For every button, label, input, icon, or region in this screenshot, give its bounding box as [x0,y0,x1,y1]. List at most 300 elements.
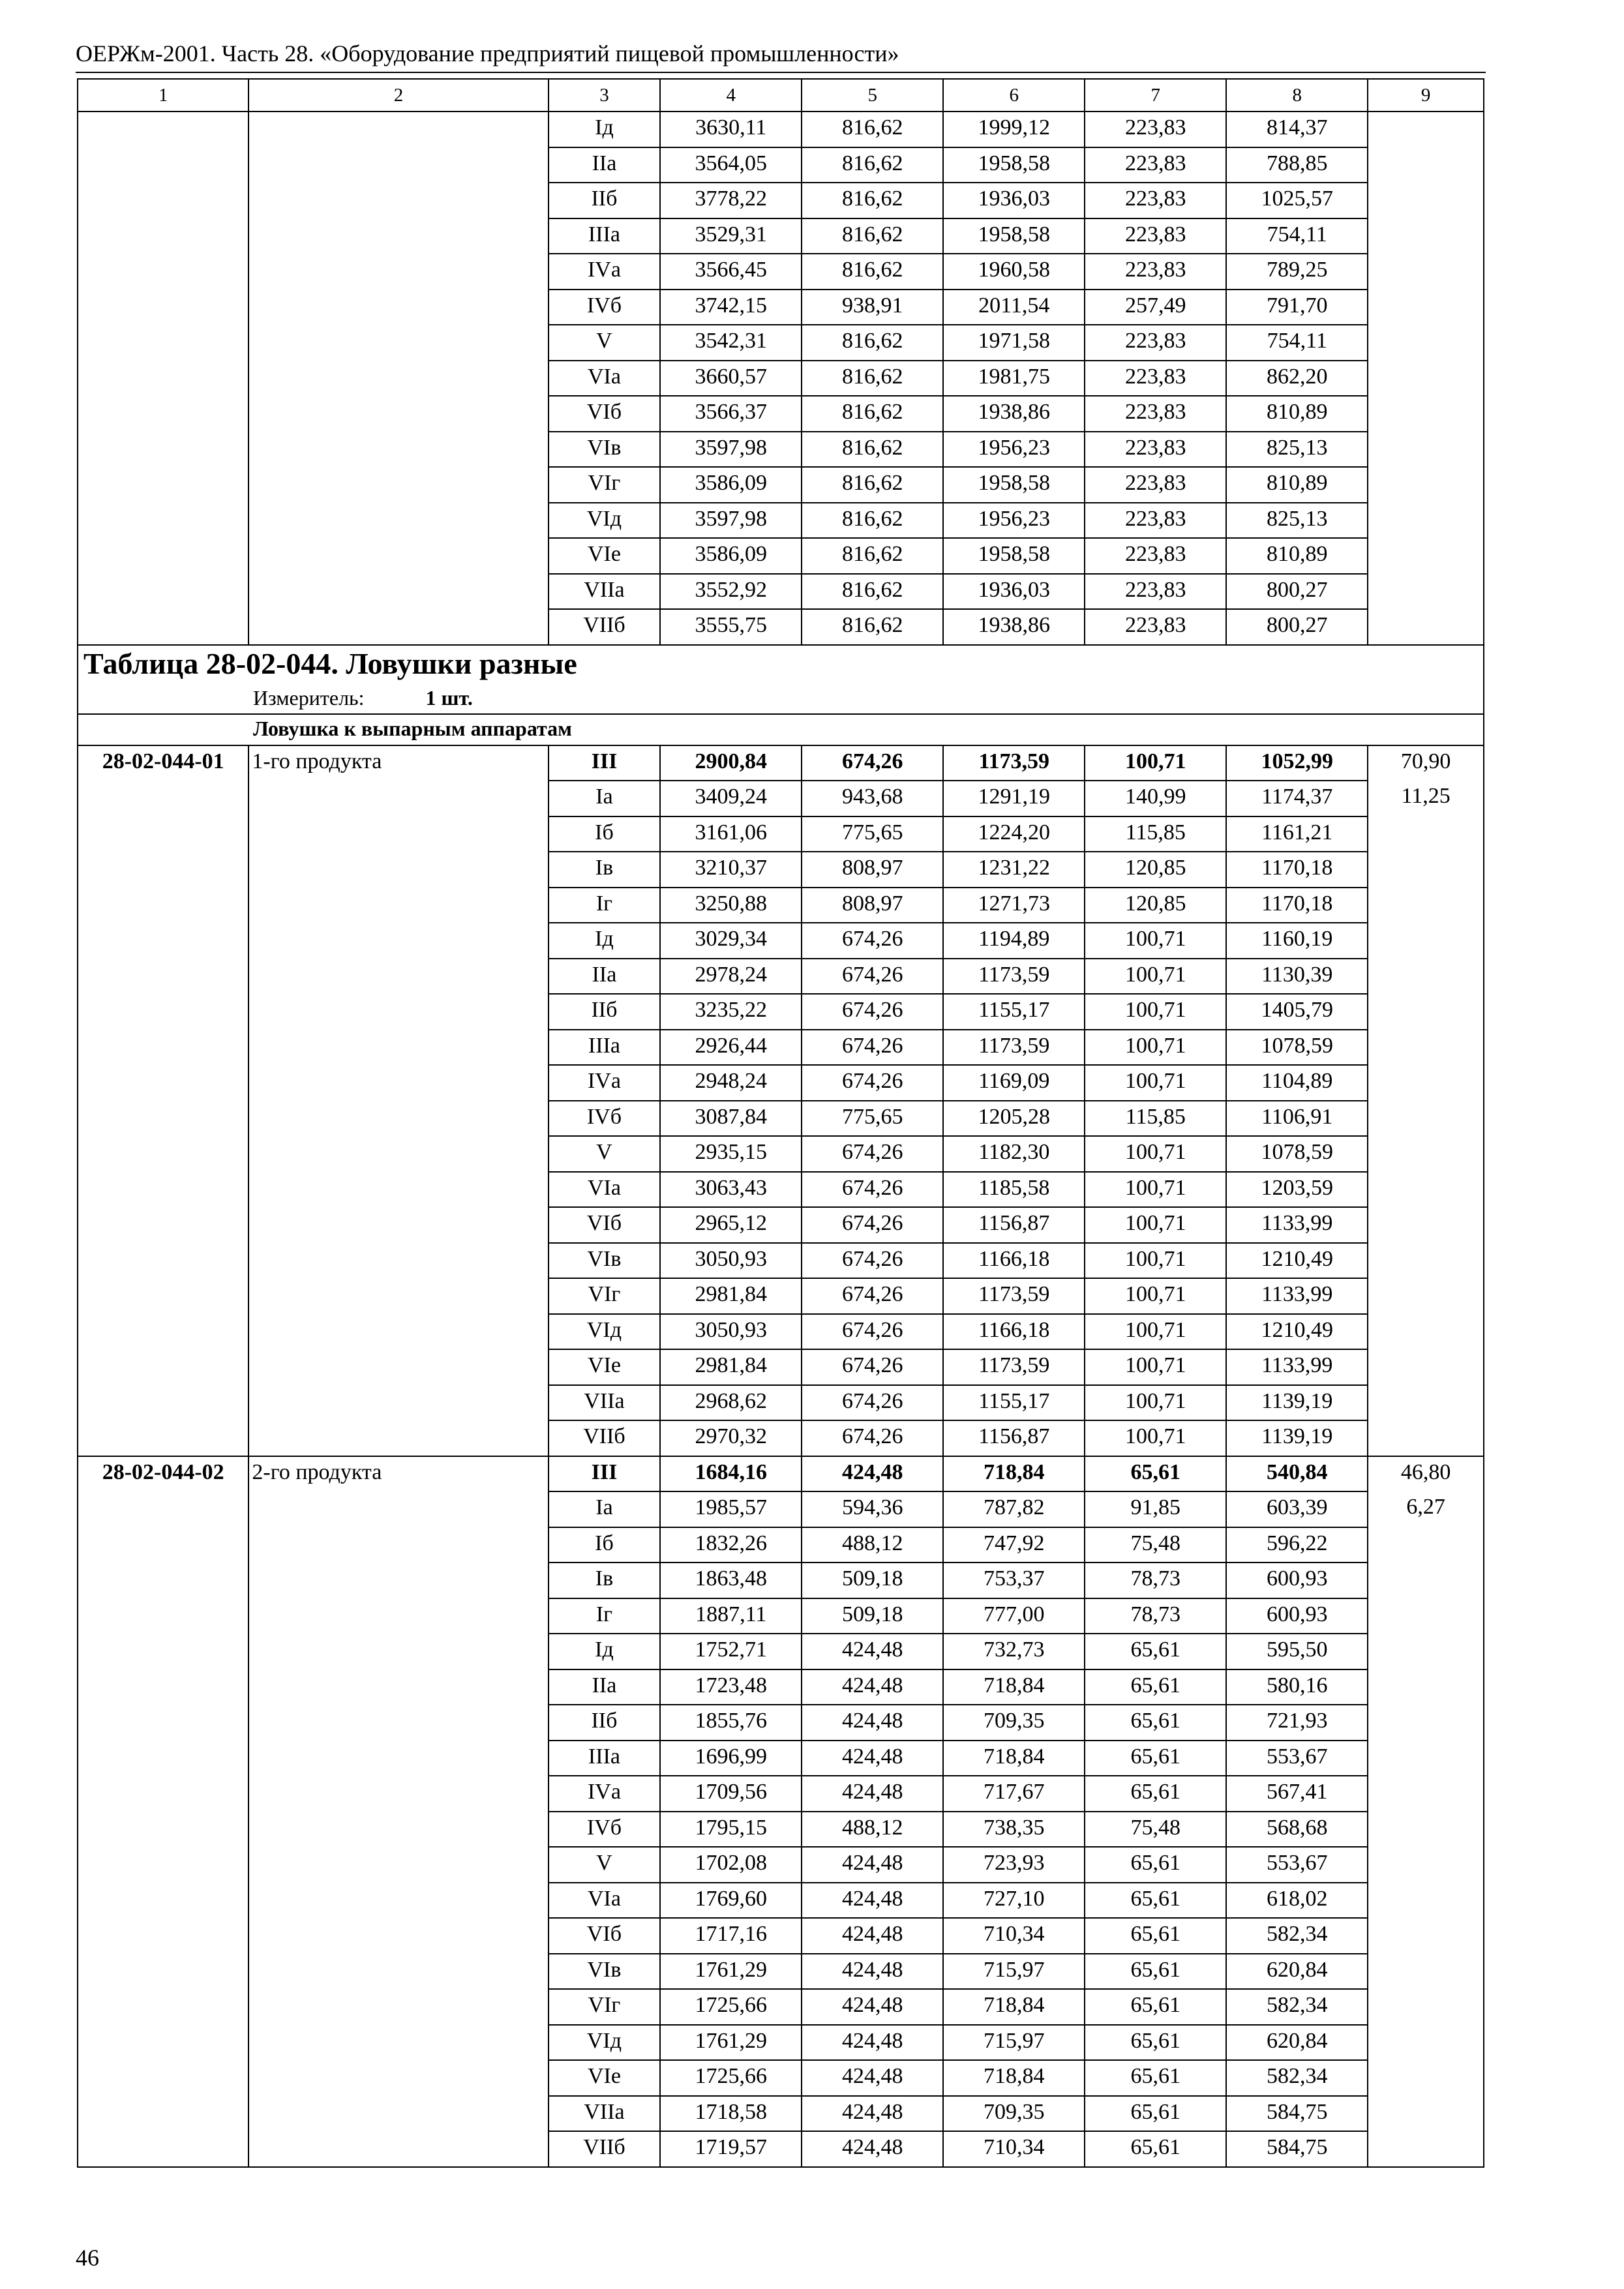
code-cell [78,1989,248,2025]
value-cell: 1156,87 [943,1420,1085,1456]
table-row [78,1243,1484,1279]
name-cell [248,1989,548,2025]
zone-cell: VIа [549,1172,661,1208]
rates-table [77,78,1484,2168]
value-cell: 603,39 [1226,1491,1368,1527]
value-cell: 223,83 [1085,609,1226,645]
name-cell [248,1314,548,1350]
value-cell: 816,62 [802,254,943,290]
value-cell: 1956,23 [943,432,1085,468]
table-row [78,112,1484,147]
table-row [78,1634,1484,1669]
value-cell: 1170,18 [1226,852,1368,888]
zone-cell: VIIб [549,609,661,645]
value-cell: 747,92 [943,1527,1085,1563]
value-cell: 488,12 [802,1812,943,1848]
value-cell: 723,93 [943,1847,1085,1883]
name-cell: 1-го продукта [248,745,548,781]
value-cell: 1956,23 [943,503,1085,539]
value-cell: 223,83 [1085,361,1226,396]
value-cell: 1203,59 [1226,1172,1368,1208]
value-cell: 424,48 [802,1456,943,1492]
col9-cell [1368,2025,1484,2061]
col9-cell [1368,1136,1484,1172]
value-cell: 1769,60 [660,1883,802,1919]
value-cell: 1752,71 [660,1634,802,1669]
name-cell [248,183,548,218]
column-number: 1 [78,79,248,112]
value-cell: 1718,58 [660,2096,802,2132]
code-cell [78,1634,248,1669]
value-cell: 1173,59 [943,1030,1085,1066]
value-cell: 1104,89 [1226,1065,1368,1101]
meter-cell [78,685,1484,714]
value-cell: 3597,98 [660,503,802,539]
value-cell: 424,48 [802,1989,943,2025]
value-cell: 115,85 [1085,816,1226,852]
value-cell: 1702,08 [660,1847,802,1883]
value-cell: 2935,15 [660,1136,802,1172]
table-row [78,1172,1484,1208]
zone-cell: VIв [549,432,661,468]
value-cell: 3161,06 [660,816,802,852]
value-cell: 1725,66 [660,1989,802,2025]
column-number: 4 [660,79,802,112]
name-cell [248,1669,548,1705]
value-cell: 65,61 [1085,2096,1226,2132]
table-row [78,1065,1484,1101]
value-cell: 100,71 [1085,1314,1226,1350]
col9-cell [1368,1918,1484,1954]
value-cell: 3552,92 [660,574,802,610]
col9-cell [1368,218,1484,254]
value-cell: 727,10 [943,1883,1085,1919]
table-row [78,1883,1484,1919]
table-row [78,147,1484,183]
zone-cell: IVа [549,254,661,290]
col9-cell [1368,183,1484,218]
value-cell: 1887,11 [660,1598,802,1634]
value-cell: 120,85 [1085,888,1226,923]
value-cell: 424,48 [802,1847,943,1883]
name-cell [248,1243,548,1279]
value-cell: 1139,19 [1226,1385,1368,1421]
value-cell: 3529,31 [660,218,802,254]
zone-cell: Iг [549,888,661,923]
value-cell: 814,37 [1226,112,1368,147]
zone-cell: IVб [549,1812,661,1848]
table-row [78,2060,1484,2096]
table-row [78,1527,1484,1563]
value-cell: 862,20 [1226,361,1368,396]
code-cell [78,1420,248,1456]
col9-cell [1368,1065,1484,1101]
col9-cell: 11,25 [1368,781,1484,816]
value-cell: 816,62 [802,396,943,432]
value-cell: 1173,59 [943,1349,1085,1385]
value-cell: 580,16 [1226,1669,1368,1705]
table-row [78,1669,1484,1705]
value-cell: 424,48 [802,1776,943,1812]
table-row [78,503,1484,539]
value-cell: 674,26 [802,1349,943,1385]
col9-cell [1368,2096,1484,2132]
name-cell [248,609,548,645]
value-cell: 2926,44 [660,1030,802,1066]
value-cell: 1938,86 [943,609,1085,645]
name-cell [248,781,548,816]
code-cell [78,1812,248,1848]
code-cell [78,1563,248,1598]
name-cell [248,1065,548,1101]
col9-cell [1368,1420,1484,1456]
name-cell [248,1491,548,1527]
value-cell: 800,27 [1226,574,1368,610]
value-cell: 3566,37 [660,396,802,432]
name-cell [248,112,548,147]
value-cell: 618,02 [1226,1883,1368,1919]
table-row [78,1349,1484,1385]
value-cell: 1139,19 [1226,1420,1368,1456]
code-cell [78,1918,248,1954]
table-row [78,1705,1484,1741]
value-cell: 718,84 [943,1456,1085,1492]
code-cell: 28-02-044-01 [78,745,248,781]
value-cell: 789,25 [1226,254,1368,290]
value-cell: 65,61 [1085,1989,1226,2025]
value-cell: 1205,28 [943,1101,1085,1137]
value-cell: 3597,98 [660,432,802,468]
value-cell: 3050,93 [660,1314,802,1350]
zone-cell: VIд [549,1314,661,1350]
value-cell: 1224,20 [943,816,1085,852]
value-cell: 223,83 [1085,432,1226,468]
zone-cell: III [549,745,661,781]
value-cell: 3564,05 [660,147,802,183]
col9-cell [1368,290,1484,325]
value-cell: 3029,34 [660,923,802,959]
value-cell: 540,84 [1226,1456,1368,1492]
value-cell: 100,71 [1085,1385,1226,1421]
code-cell [78,994,248,1030]
table-row [78,1847,1484,1883]
value-cell: 718,84 [943,1989,1085,2025]
value-cell: 1185,58 [943,1172,1085,1208]
name-cell [248,218,548,254]
table-row [78,254,1484,290]
zone-cell: Iа [549,781,661,816]
zone-cell: V [549,1847,661,1883]
value-cell: 65,61 [1085,1883,1226,1919]
table-row [78,888,1484,923]
value-cell: 1696,99 [660,1741,802,1776]
name-cell [248,1207,548,1243]
col9-cell [1368,852,1484,888]
value-cell: 674,26 [802,1420,943,1456]
value-cell: 1936,03 [943,574,1085,610]
value-cell: 424,48 [802,2096,943,2132]
table-row [78,1812,1484,1848]
value-cell: 775,65 [802,816,943,852]
table-row [78,325,1484,361]
table-row [78,2025,1484,2061]
value-cell: 1160,19 [1226,923,1368,959]
value-cell: 223,83 [1085,218,1226,254]
code-cell [78,1527,248,1563]
value-cell: 100,71 [1085,1243,1226,1279]
column-number: 9 [1368,79,1484,112]
table-row [78,1314,1484,1350]
value-cell: 2011,54 [943,290,1085,325]
value-cell: 1795,15 [660,1812,802,1848]
name-cell [248,1954,548,1990]
col9-cell [1368,1847,1484,1883]
value-cell: 424,48 [802,1954,943,1990]
value-cell: 816,62 [802,325,943,361]
value-cell: 1684,16 [660,1456,802,1492]
header-rule [76,72,1486,73]
code-cell [78,1136,248,1172]
column-number: 3 [549,79,661,112]
value-cell: 65,61 [1085,1954,1226,1990]
value-cell: 100,71 [1085,1030,1226,1066]
zone-cell: VIд [549,503,661,539]
value-cell: 115,85 [1085,1101,1226,1137]
column-number: 2 [248,79,548,112]
col9-cell [1368,1883,1484,1919]
value-cell: 1025,57 [1226,183,1368,218]
value-cell: 488,12 [802,1527,943,1563]
col9-cell [1368,1812,1484,1848]
name-cell [248,1918,548,1954]
zone-cell: VIIб [549,2131,661,2167]
col9-cell: 6,27 [1368,1491,1484,1527]
page-header-title: ОЕРЖм-2001. Часть 28. «Оборудование предприятий пищевой промышленности» [76,40,899,67]
table-row [78,2096,1484,2132]
zone-cell: Iг [549,1598,661,1634]
name-cell [248,2131,548,2167]
value-cell: 753,37 [943,1563,1085,1598]
value-cell: 1981,75 [943,361,1085,396]
value-cell: 754,11 [1226,218,1368,254]
col9-cell [1368,467,1484,503]
col9-cell [1368,1634,1484,1669]
col9-cell: 46,80 [1368,1456,1484,1492]
value-cell: 120,85 [1085,852,1226,888]
code-cell [78,147,248,183]
value-cell: 1723,48 [660,1669,802,1705]
value-cell: 223,83 [1085,538,1226,574]
value-cell: 65,61 [1085,1705,1226,1741]
value-cell: 709,35 [943,1705,1085,1741]
code-cell [78,218,248,254]
value-cell: 65,61 [1085,1669,1226,1705]
value-cell: 1210,49 [1226,1314,1368,1350]
name-cell [248,1030,548,1066]
value-cell: 825,13 [1226,503,1368,539]
name-cell [248,816,548,852]
zone-cell: VIе [549,1349,661,1385]
code-cell [78,959,248,995]
name-cell [248,1136,548,1172]
code-cell [78,1030,248,1066]
code-cell [78,1314,248,1350]
value-cell: 816,62 [802,538,943,574]
value-cell: 1078,59 [1226,1136,1368,1172]
col9-cell [1368,888,1484,923]
value-cell: 223,83 [1085,503,1226,539]
name-cell [248,574,548,610]
code-cell [78,1598,248,1634]
value-cell: 424,48 [802,2060,943,2096]
value-cell: 3087,84 [660,1101,802,1137]
zone-cell: VIе [549,538,661,574]
col9-cell [1368,254,1484,290]
value-cell: 3630,11 [660,112,802,147]
zone-cell: VIг [549,1989,661,2025]
value-cell: 1709,56 [660,1776,802,1812]
zone-cell: IIIа [549,1741,661,1776]
col9-cell [1368,325,1484,361]
value-cell: 100,71 [1085,1172,1226,1208]
value-cell: 1133,99 [1226,1349,1368,1385]
table-row [78,467,1484,503]
value-cell: 100,71 [1085,1420,1226,1456]
value-cell: 709,35 [943,2096,1085,2132]
value-cell: 223,83 [1085,396,1226,432]
zone-cell: VIв [549,1243,661,1279]
zone-cell: VIб [549,1918,661,1954]
code-cell [78,1065,248,1101]
table-row [78,1954,1484,1990]
table-row [78,1278,1484,1314]
zone-cell: IVа [549,1065,661,1101]
value-cell: 223,83 [1085,254,1226,290]
name-cell [248,1527,548,1563]
col9-cell [1368,1776,1484,1812]
name-cell: 2-го продукта [248,1456,548,1492]
value-cell: 600,93 [1226,1598,1368,1634]
zone-cell: VIб [549,1207,661,1243]
name-cell [248,290,548,325]
value-cell: 596,22 [1226,1527,1368,1563]
value-cell: 710,34 [943,2131,1085,2167]
col9-cell [1368,1314,1484,1350]
name-cell [248,1563,548,1598]
value-cell: 600,93 [1226,1563,1368,1598]
value-cell: 582,34 [1226,1918,1368,1954]
column-number: 6 [943,79,1085,112]
value-cell: 1156,87 [943,1207,1085,1243]
table-row [78,852,1484,888]
table-row [78,396,1484,432]
value-cell: 1938,86 [943,396,1085,432]
value-cell: 1174,37 [1226,781,1368,816]
value-cell: 1271,73 [943,888,1085,923]
zone-cell: Iа [549,1491,661,1527]
value-cell: 674,26 [802,1136,943,1172]
value-cell: 584,75 [1226,2096,1368,2132]
value-cell: 2970,32 [660,1420,802,1456]
col9-cell [1368,1101,1484,1137]
zone-cell: IVб [549,290,661,325]
table-row [78,816,1484,852]
table-row [78,1207,1484,1243]
col9-cell [1368,1705,1484,1741]
value-cell: 816,62 [802,432,943,468]
value-cell: 100,71 [1085,1207,1226,1243]
name-cell [248,432,548,468]
col9-cell [1368,1385,1484,1421]
code-cell [78,781,248,816]
zone-cell: IIа [549,959,661,995]
value-cell: 424,48 [802,1883,943,1919]
value-cell: 787,82 [943,1491,1085,1527]
col9-cell [1368,1598,1484,1634]
zone-cell: Iв [549,1563,661,1598]
value-cell: 1155,17 [943,994,1085,1030]
value-cell: 100,71 [1085,959,1226,995]
name-cell [248,147,548,183]
value-cell: 816,62 [802,218,943,254]
value-cell: 100,71 [1085,1278,1226,1314]
value-cell: 721,93 [1226,1705,1368,1741]
value-cell: 943,68 [802,781,943,816]
value-cell: 567,41 [1226,1776,1368,1812]
value-cell: 1161,21 [1226,816,1368,852]
value-cell: 1958,58 [943,538,1085,574]
value-cell: 715,97 [943,2025,1085,2061]
value-cell: 800,27 [1226,609,1368,645]
table-row [78,1563,1484,1598]
zone-cell: III [549,1456,661,1492]
value-cell: 775,65 [802,1101,943,1137]
value-cell: 816,62 [802,609,943,645]
value-cell: 1855,76 [660,1705,802,1741]
value-cell: 424,48 [802,1918,943,1954]
value-cell: 674,26 [802,994,943,1030]
value-cell: 1717,16 [660,1918,802,1954]
value-cell: 65,61 [1085,2025,1226,2061]
value-cell: 1173,59 [943,1278,1085,1314]
value-cell: 100,71 [1085,1065,1226,1101]
value-cell: 816,62 [802,112,943,147]
value-cell: 3050,93 [660,1243,802,1279]
value-cell: 674,26 [802,959,943,995]
value-cell: 1958,58 [943,147,1085,183]
value-cell: 65,61 [1085,1847,1226,1883]
value-cell: 1210,49 [1226,1243,1368,1279]
name-cell [248,1420,548,1456]
value-cell: 1166,18 [943,1314,1085,1350]
table-row [78,574,1484,610]
col9-cell [1368,1207,1484,1243]
value-cell: 715,97 [943,1954,1085,1990]
name-cell [248,2025,548,2061]
code-cell [78,1883,248,1919]
value-cell: 1182,30 [943,1136,1085,1172]
col9-cell [1368,2131,1484,2167]
zone-cell: VIIа [549,2096,661,2132]
name-cell [248,959,548,995]
name-cell [248,325,548,361]
code-cell [78,1172,248,1208]
value-cell: 718,84 [943,2060,1085,2096]
value-cell: 816,62 [802,503,943,539]
value-cell: 100,71 [1085,1349,1226,1385]
value-cell: 1133,99 [1226,1278,1368,1314]
code-cell [78,2096,248,2132]
